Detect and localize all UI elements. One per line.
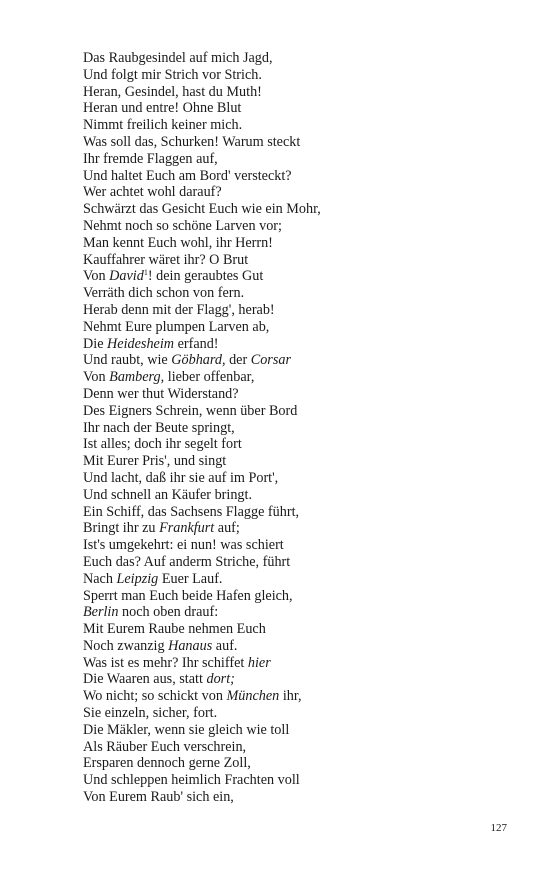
- text-segment: Ihr nach der Beute springt,: [83, 419, 235, 436]
- poem-line: [83, 655, 503, 672]
- poem-line: [83, 218, 503, 235]
- text-segment: Sie einzeln, sicher, fort.: [83, 705, 218, 722]
- text-segment: Was ist es mehr? Ihr schiffet: [83, 654, 248, 671]
- poem-line: [83, 285, 503, 302]
- text-segment: Von Eurem Raub' sich ein,: [83, 789, 234, 806]
- page-number: 127: [490, 822, 507, 834]
- text-segment: erfand!: [174, 335, 219, 352]
- text-segment: Herab denn mit der Flagg', herab!: [83, 301, 275, 318]
- text-segment: Als Räuber Euch verschrein,: [83, 738, 247, 755]
- poem-line: [83, 739, 503, 756]
- text-segment: Denn wer thut Widerstand?: [83, 385, 239, 402]
- text-segment: Nehmt noch so schöne Larven vor;: [83, 217, 282, 234]
- text-segment: Nach: [83, 570, 117, 587]
- poem-line: [83, 638, 503, 655]
- italic-segment: München: [226, 688, 280, 705]
- poem-line: [83, 470, 503, 487]
- text-segment: Ein Schiff, das Sachsens Flagge führt,: [83, 503, 300, 520]
- text-segment: Die Waaren aus, statt: [83, 671, 207, 688]
- italic-segment: dort;: [206, 671, 235, 688]
- text-segment: Und folgt mir Strich vor Strich.: [83, 66, 262, 83]
- text-segment: Wo nicht; so schickt von: [83, 688, 227, 705]
- text-segment: Mit Eurem Raube nehmen Euch: [83, 621, 266, 638]
- poem-line: [83, 201, 503, 218]
- poem-line: [83, 671, 503, 688]
- text-segment: Ersparen dennoch gerne Zoll,: [83, 755, 251, 772]
- poem-line: [83, 369, 503, 386]
- text-segment: Die: [83, 335, 108, 352]
- poem-line: [83, 67, 503, 84]
- italic-segment: Bamberg,: [109, 369, 165, 386]
- poem-line: [83, 487, 503, 504]
- italic-segment: Heidesheim: [107, 335, 175, 352]
- text-segment: Nimmt freilich keiner mich.: [83, 117, 243, 134]
- poem-line: [83, 755, 503, 772]
- text-segment: Euch das? Auf anderm Striche, führt: [83, 553, 291, 570]
- italic-segment: Leipzig: [116, 570, 159, 587]
- text-segment: Ist alles; doch ihr segelt fort: [83, 436, 242, 453]
- text-segment: auf;: [214, 520, 240, 537]
- text-segment: , der: [221, 352, 251, 369]
- text-segment: Was soll das, Schurken! Warum steckt: [83, 133, 301, 150]
- poem-line: [83, 386, 503, 403]
- poem-line: [83, 705, 503, 722]
- text-segment: Nehmt Eure plumpen Larven ab,: [83, 318, 270, 335]
- poem-line: [83, 84, 503, 101]
- poem-line: [83, 588, 503, 605]
- text-segment: Euer Lauf.: [158, 570, 223, 587]
- poem-line: [83, 688, 503, 705]
- text-segment: Ist's umgekehrt: ei nun! was schiert: [83, 537, 284, 554]
- text-segment: Schwärzt das Gesicht Euch wie ein Mohr,: [83, 201, 321, 218]
- text-segment: Bringt ihr zu: [83, 520, 160, 537]
- poem-line: [83, 571, 503, 588]
- poem-line: [83, 420, 503, 437]
- poem-line: [83, 772, 503, 789]
- italic-segment: Frankfurt: [159, 520, 215, 537]
- text-segment: Verräth dich schon von fern.: [83, 285, 245, 302]
- text-segment: Und haltet Euch am Bord' versteckt?: [83, 167, 292, 184]
- poem-line: [83, 789, 503, 806]
- poem-line: [83, 336, 503, 353]
- text-segment: Von: [83, 268, 110, 285]
- text-segment: Das Raubgesindel auf mich Jagd,: [83, 50, 273, 66]
- text-segment: Von: [83, 369, 110, 386]
- poem-line: [83, 252, 503, 269]
- poem-line: [83, 722, 503, 739]
- poem-line: [83, 268, 503, 285]
- poem-line: [83, 352, 503, 369]
- poem-line: [83, 436, 503, 453]
- text-segment: Kauffahrer wäret ihr? O Brut: [83, 251, 249, 268]
- text-segment: Ihr fremde Flaggen auf,: [83, 150, 218, 167]
- text-segment: Des Eigners Schrein, wenn über Bord: [83, 402, 298, 419]
- poem-line: [83, 100, 503, 117]
- poem-line: [83, 621, 503, 638]
- text-segment: Und schnell an Käufer bringt.: [83, 486, 253, 503]
- text-segment: ihr,: [279, 688, 302, 705]
- text-segment: Man kennt Euch wohl, ihr Herrn!: [83, 234, 273, 251]
- text-segment: Und raubt, wie: [83, 352, 172, 369]
- poem-line: [83, 235, 503, 252]
- text-segment: Wer achtet wohl darauf?: [83, 184, 222, 201]
- text-segment: Heran und entre! Ohne Blut: [83, 100, 242, 117]
- poem-line: [83, 504, 503, 521]
- italic-segment: Hanaus: [168, 637, 213, 654]
- text-segment: lieber offenbar,: [164, 369, 255, 386]
- text-segment: Heran, Gesindel, hast du Muth!: [83, 83, 262, 100]
- text-segment: Sperrt man Euch beide Hafen gleich,: [83, 587, 293, 604]
- poem-line: [83, 537, 503, 554]
- text-segment: ! dein geraubtes Gut: [147, 268, 264, 285]
- poem-line: [83, 134, 503, 151]
- poem-line: [83, 554, 503, 571]
- poem-line: [83, 50, 503, 67]
- text-segment: Die Mäkler, wenn sie gleich wie toll: [83, 721, 290, 738]
- italic-segment: Göbhard: [171, 352, 222, 369]
- poem-line: [83, 520, 503, 537]
- footnote-marker: 1: [143, 268, 148, 278]
- text-segment: Und lacht, daß ihr sie auf im Port',: [83, 469, 279, 486]
- poem-line: [83, 403, 503, 420]
- poem-line: [83, 151, 503, 168]
- text-segment: Mit Eurer Pris', und singt: [83, 453, 227, 470]
- italic-segment: hier: [247, 654, 271, 671]
- poem-line: [83, 604, 503, 621]
- italic-segment: Corsar: [250, 352, 291, 369]
- poem-line: [83, 319, 503, 336]
- text-segment: noch oben drauf:: [118, 604, 219, 621]
- poem-line: [83, 184, 503, 201]
- text-segment: auf.: [212, 637, 238, 654]
- italic-segment: Berlin: [83, 604, 119, 621]
- poem-line: [83, 117, 503, 134]
- poem-line: [83, 168, 503, 185]
- poem-text: [83, 50, 503, 806]
- text-segment: Noch zwanzig: [83, 637, 169, 654]
- text-segment: Und schleppen heimlich Frachten voll: [83, 772, 300, 789]
- italic-segment: David: [109, 268, 144, 285]
- poem-line: [83, 453, 503, 470]
- poem-line: [83, 302, 503, 319]
